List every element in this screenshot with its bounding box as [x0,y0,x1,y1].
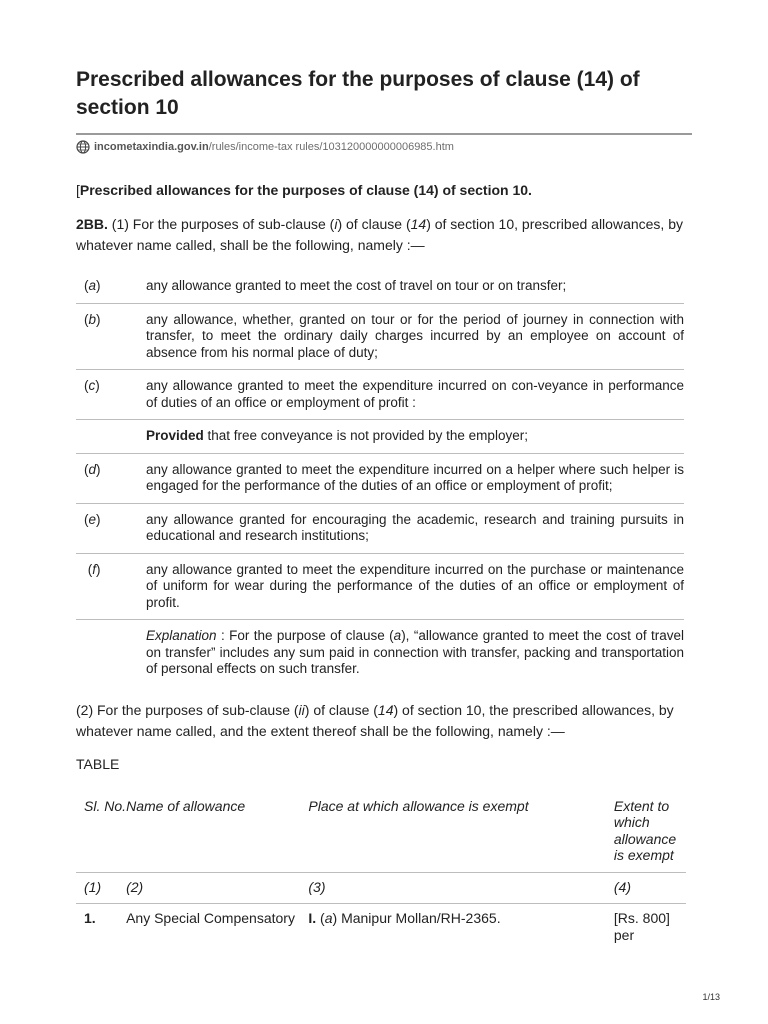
clause-label: (f) [76,553,146,620]
table-numbering-row: (1) (2) (3) (4) [76,872,686,904]
clause-text: any allowance granted to meet the expenditure incurred on con-veyance in performance of duties of an office or employment of profit : [146,370,684,420]
source-line [76,138,692,156]
clause-text: any allowance granted to meet the cost of travel on tour or on transfer; [146,270,684,303]
explanation-row [76,620,684,686]
source-path[interactable]: /rules/income-tax rules/103120000000006985.htm [208,141,454,153]
allowance-table [76,792,686,952]
clause-text: any allowance granted for encouraging the academic, research and training pursuits in educational and research institutions; [146,503,684,553]
rule-intro-paragraph: 2BB. (1) For the purposes of sub-clause (i) of clause (14) of section 10, prescribed allowances, by whatever name called, shall be the following, namely :— [76,216,683,253]
clause-label: (a) [76,270,146,303]
clause-row [76,370,684,420]
clause-row [76,553,684,620]
row-sl: 1. [84,910,96,926]
clause-label: (c) [76,370,146,420]
clause-text: any allowance, whether, granted on tour or for the period of journey in connection with transfer, to meet the ordinary daily charges incurred by an employee on account of absence from his normal place of duty; [146,303,684,370]
page-title: Prescribed allowances for the purposes of clause (14) of section 10 [76,68,640,119]
clause-label: (e) [76,503,146,553]
row-place: I. (a) Manipur Mollan/RH-2365. [308,910,501,926]
clause-label: (b) [76,303,146,370]
explanation-text: Explanation : For the purpose of clause (a), “allowance granted to meet the cost of travel on transfer” includes any sum paid in connection with transfer, packing and transportation of personal effects on such transfer. [146,628,684,676]
proviso-row [76,420,684,454]
proviso-text: Provided that free conveyance is not provided by the employer; [146,420,684,454]
clause-text: any allowance granted to meet the expenditure incurred on a helper where such helper is engaged for the performance of the duties of an office or employment of profit; [146,453,684,503]
clause-text: any allowance granted to meet the expenditure incurred on the purchase or maintenance of uniform for wear during the performance of the duties of an office or employment of profit. [146,553,684,620]
clause-row [76,453,684,503]
header-place: Place at which allowance is exempt [308,797,529,814]
header-sl-no: Sl. No. [84,797,127,814]
clauses-table [76,270,684,686]
subrule-2-paragraph: (2) For the purposes of sub-clause (ii) of clause (14) of section 10, the prescribed allowances, by whatever name called, and the extent thereof shall be the following, namely :— [76,701,674,739]
clause-label: (d) [76,453,146,503]
globe-icon [76,140,90,154]
table-row [76,904,686,952]
rule-heading: [Prescribed allowances for the purposes of clause (14) of section 10. [76,182,532,198]
row-extent: [Rs. 800] per [613,910,670,943]
header-extent: Extent to which allowance is exempt [613,797,677,863]
title-divider [76,133,692,135]
page-number: 1/13 [702,992,720,1002]
table-label: TABLE [76,755,120,772]
source-domain[interactable]: incometaxindia.gov.in [94,141,209,153]
document-page [76,66,692,951]
clause-row [76,303,684,370]
header-name: Name of allowance [126,797,246,814]
clause-row [76,503,684,553]
clause-row [76,270,684,303]
table-header-row [76,792,686,873]
row-name: Any Special Compensatory [126,910,295,926]
